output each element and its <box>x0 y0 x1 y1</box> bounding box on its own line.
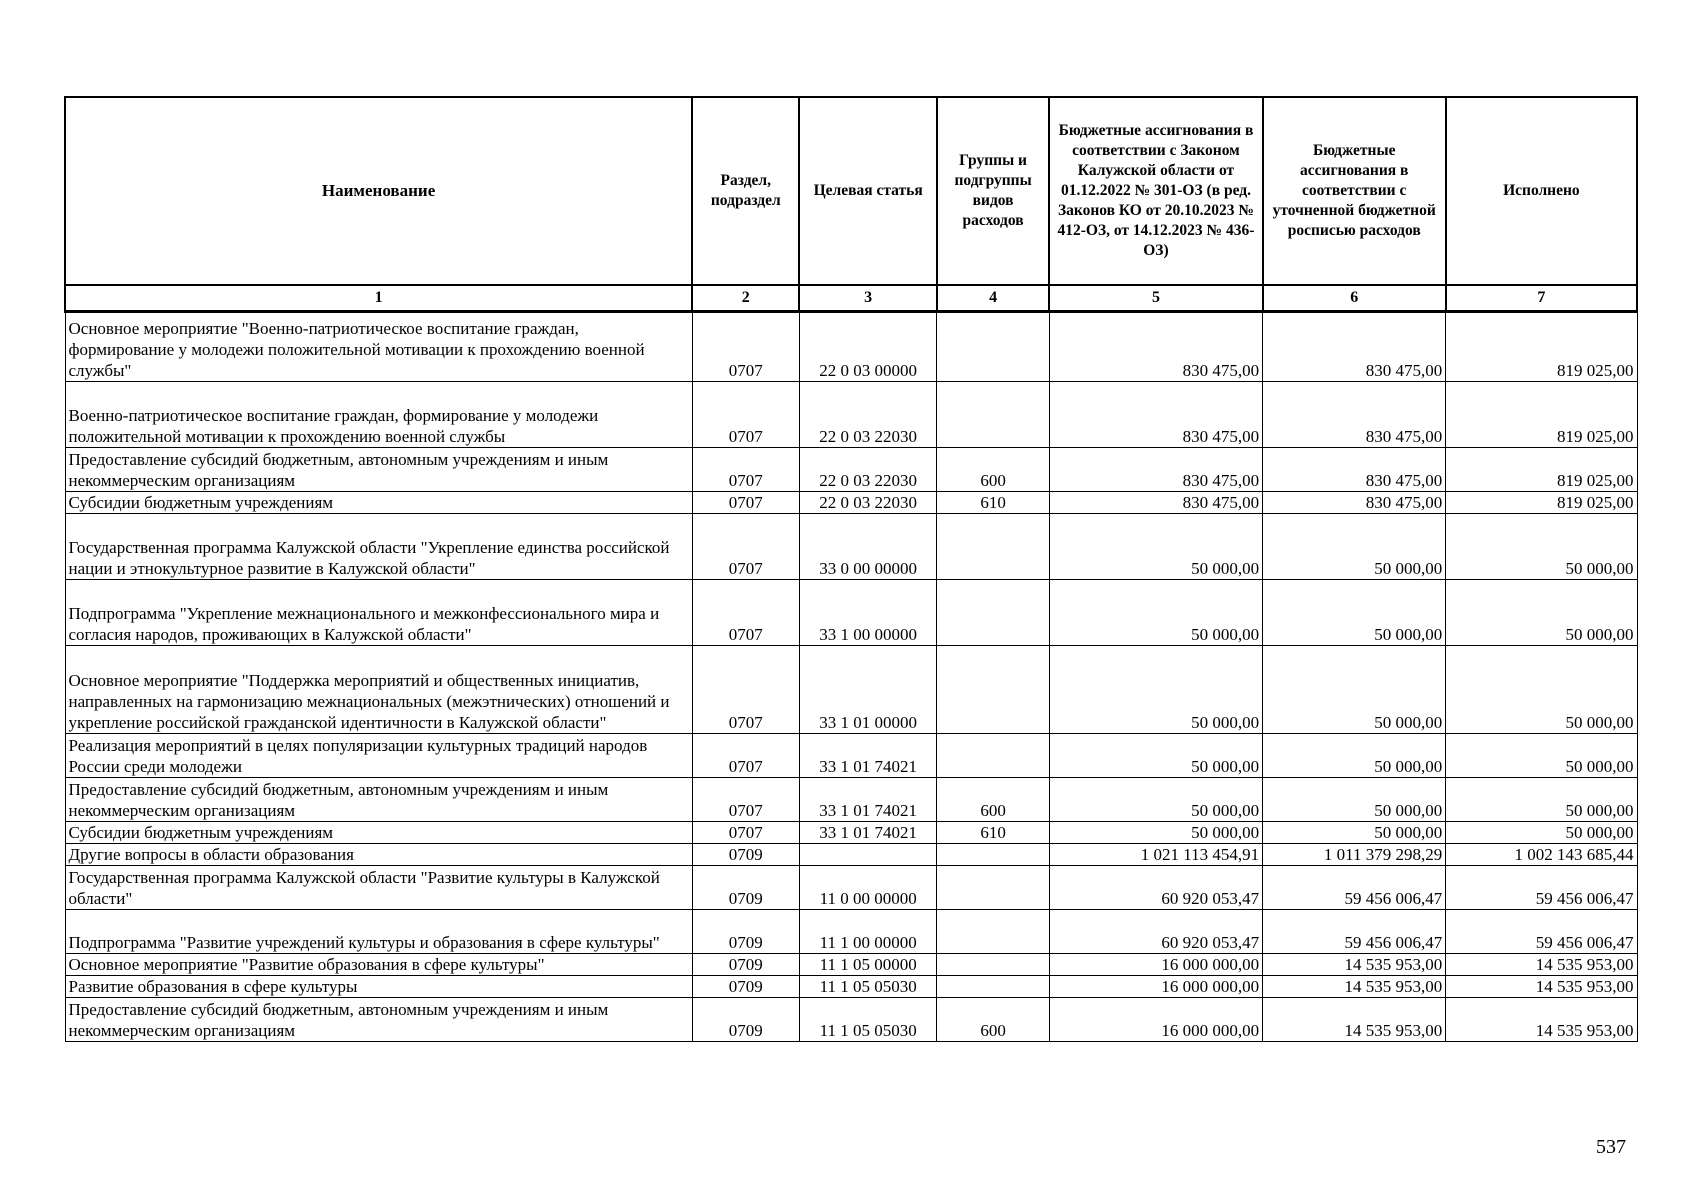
row-target-article: 11 1 05 05030 <box>799 998 937 1042</box>
row-target-article: 33 1 01 00000 <box>799 646 937 734</box>
row-name: Развитие образования в сфере культуры <box>65 976 692 998</box>
table-row <box>65 976 1637 998</box>
row-executed: 819 025,00 <box>1446 492 1637 514</box>
row-expense-type <box>937 954 1049 976</box>
row-refined-allocation: 14 535 953,00 <box>1263 976 1446 998</box>
header-plan: Бюджетные ассигнования в соответствии с Законом Калужской области от 01.12.2022 № 301-ОЗ (в ред. Законов КО от 20.10.2023 № 412-ОЗ, от 14.12.2023 № 436-ОЗ) <box>1049 97 1262 285</box>
row-name: Предоставление субсидий бюджетным, автономным учреждениям и иным некоммерческим организациям <box>65 778 692 822</box>
row-executed: 819 025,00 <box>1446 448 1637 492</box>
table-row <box>65 844 1637 866</box>
row-target-article: 22 0 03 22030 <box>799 382 937 448</box>
row-razdel: 0709 <box>692 998 799 1042</box>
row-expense-type <box>937 514 1049 580</box>
table-row <box>65 910 1637 954</box>
row-name: Реализация мероприятий в целях популяризации культурных традиций народов России среди молодежи <box>65 734 692 778</box>
budget-execution-table <box>64 96 1638 1042</box>
row-expense-type <box>937 312 1049 382</box>
table-row <box>65 382 1637 448</box>
column-number: 3 <box>799 285 937 312</box>
column-number: 2 <box>692 285 799 312</box>
row-razdel: 0707 <box>692 492 799 514</box>
row-law-allocation: 1 021 113 454,91 <box>1049 844 1262 866</box>
page-number: 537 <box>1596 1136 1626 1158</box>
row-expense-type: 600 <box>937 998 1049 1042</box>
row-expense-type: 610 <box>937 822 1049 844</box>
row-refined-allocation: 14 535 953,00 <box>1263 954 1446 976</box>
row-name: Военно-патриотическое воспитание граждан, формирование у молодежи положительной мотивации к прохождению военной службы <box>65 382 692 448</box>
row-name: Предоставление субсидий бюджетным, автономным учреждениям и иным некоммерческим организациям <box>65 448 692 492</box>
row-name: Государственная программа Калужской области "Развитие культуры в Калужской области" <box>65 866 692 910</box>
row-name: Другие вопросы в области образования <box>65 844 692 866</box>
row-target-article: 22 0 03 00000 <box>799 312 937 382</box>
row-razdel: 0707 <box>692 822 799 844</box>
row-refined-allocation: 50 000,00 <box>1263 580 1446 646</box>
row-target-article: 33 1 01 74021 <box>799 822 937 844</box>
row-refined-allocation: 830 475,00 <box>1263 312 1446 382</box>
row-refined-allocation: 14 535 953,00 <box>1263 998 1446 1042</box>
row-name: Субсидии бюджетным учреждениям <box>65 822 692 844</box>
row-executed: 50 000,00 <box>1446 778 1637 822</box>
row-name: Предоставление субсидий бюджетным, автономным учреждениям и иным некоммерческим организациям <box>65 998 692 1042</box>
row-razdel: 0707 <box>692 778 799 822</box>
row-expense-type: 600 <box>937 448 1049 492</box>
row-refined-allocation: 50 000,00 <box>1263 778 1446 822</box>
header-stat: Целевая статья <box>799 97 937 285</box>
row-razdel: 0709 <box>692 844 799 866</box>
row-law-allocation: 16 000 000,00 <box>1049 976 1262 998</box>
row-executed: 819 025,00 <box>1446 312 1637 382</box>
row-expense-type <box>937 866 1049 910</box>
row-refined-allocation: 830 475,00 <box>1263 382 1446 448</box>
table-row <box>65 822 1637 844</box>
table-row <box>65 734 1637 778</box>
row-target-article <box>799 844 937 866</box>
row-expense-type <box>937 976 1049 998</box>
table-row <box>65 954 1637 976</box>
row-refined-allocation: 50 000,00 <box>1263 514 1446 580</box>
table-row <box>65 492 1637 514</box>
table-row <box>65 580 1637 646</box>
row-executed: 59 456 006,47 <box>1446 910 1637 954</box>
row-razdel: 0707 <box>692 580 799 646</box>
row-law-allocation: 50 000,00 <box>1049 514 1262 580</box>
row-razdel: 0707 <box>692 312 799 382</box>
row-refined-allocation: 50 000,00 <box>1263 734 1446 778</box>
row-expense-type <box>937 844 1049 866</box>
row-target-article: 33 1 00 00000 <box>799 580 937 646</box>
row-law-allocation: 50 000,00 <box>1049 822 1262 844</box>
row-razdel: 0707 <box>692 734 799 778</box>
row-target-article: 11 1 05 00000 <box>799 954 937 976</box>
row-expense-type <box>937 382 1049 448</box>
row-target-article: 33 0 00 00000 <box>799 514 937 580</box>
row-law-allocation: 830 475,00 <box>1049 448 1262 492</box>
table-body <box>65 312 1637 1042</box>
row-name: Государственная программа Калужской области "Укрепление единства российской нации и этнокультурное развитие в Калужской области" <box>65 514 692 580</box>
row-refined-allocation: 59 456 006,47 <box>1263 910 1446 954</box>
row-law-allocation: 16 000 000,00 <box>1049 954 1262 976</box>
row-expense-type <box>937 910 1049 954</box>
row-target-article: 33 1 01 74021 <box>799 778 937 822</box>
row-law-allocation: 60 920 053,47 <box>1049 866 1262 910</box>
row-executed: 14 535 953,00 <box>1446 976 1637 998</box>
row-razdel: 0707 <box>692 646 799 734</box>
row-target-article: 11 0 00 00000 <box>799 866 937 910</box>
row-target-article: 22 0 03 22030 <box>799 492 937 514</box>
row-law-allocation: 16 000 000,00 <box>1049 998 1262 1042</box>
row-refined-allocation: 50 000,00 <box>1263 822 1446 844</box>
row-expense-type <box>937 734 1049 778</box>
row-executed: 1 002 143 685,44 <box>1446 844 1637 866</box>
row-name: Подпрограмма "Укрепление межнационального и межконфессионального мира и согласия народов, проживающих в Калужской области" <box>65 580 692 646</box>
row-razdel: 0709 <box>692 954 799 976</box>
column-number: 6 <box>1263 285 1446 312</box>
row-target-article: 11 1 00 00000 <box>799 910 937 954</box>
row-name: Подпрограмма "Развитие учреждений культуры и образования в сфере культуры" <box>65 910 692 954</box>
row-target-article: 33 1 01 74021 <box>799 734 937 778</box>
row-target-article: 11 1 05 05030 <box>799 976 937 998</box>
column-number-row <box>65 285 1637 312</box>
row-law-allocation: 50 000,00 <box>1049 580 1262 646</box>
header-refined: Бюджетные ассигнования в соответствии с уточненной бюджетной росписью расходов <box>1263 97 1446 285</box>
row-executed: 14 535 953,00 <box>1446 998 1637 1042</box>
table-row <box>65 778 1637 822</box>
header-row <box>65 97 1637 285</box>
row-executed: 50 000,00 <box>1446 646 1637 734</box>
row-law-allocation: 50 000,00 <box>1049 734 1262 778</box>
row-refined-allocation: 830 475,00 <box>1263 448 1446 492</box>
table-row <box>65 514 1637 580</box>
row-name: Основное мероприятие "Развитие образования в сфере культуры" <box>65 954 692 976</box>
row-razdel: 0709 <box>692 976 799 998</box>
column-number: 4 <box>937 285 1049 312</box>
row-razdel: 0709 <box>692 910 799 954</box>
row-executed: 50 000,00 <box>1446 514 1637 580</box>
row-expense-type: 610 <box>937 492 1049 514</box>
row-executed: 819 025,00 <box>1446 382 1637 448</box>
table-row <box>65 866 1637 910</box>
row-executed: 59 456 006,47 <box>1446 866 1637 910</box>
row-razdel: 0707 <box>692 448 799 492</box>
row-expense-type: 600 <box>937 778 1049 822</box>
table-row <box>65 646 1637 734</box>
row-law-allocation: 60 920 053,47 <box>1049 910 1262 954</box>
row-target-article: 22 0 03 22030 <box>799 448 937 492</box>
row-refined-allocation: 830 475,00 <box>1263 492 1446 514</box>
header-razdel: Раздел, подраздел <box>692 97 799 285</box>
header-vid: Группы и подгруппы видов расходов <box>937 97 1049 285</box>
row-razdel: 0709 <box>692 866 799 910</box>
header-name: Наименование <box>65 97 692 285</box>
row-law-allocation: 830 475,00 <box>1049 312 1262 382</box>
header-done: Исполнено <box>1446 97 1637 285</box>
row-refined-allocation: 50 000,00 <box>1263 646 1446 734</box>
row-expense-type <box>937 646 1049 734</box>
column-number: 1 <box>65 285 692 312</box>
row-law-allocation: 830 475,00 <box>1049 382 1262 448</box>
row-executed: 14 535 953,00 <box>1446 954 1637 976</box>
table-row <box>65 998 1637 1042</box>
row-refined-allocation: 59 456 006,47 <box>1263 866 1446 910</box>
column-number: 7 <box>1446 285 1637 312</box>
row-razdel: 0707 <box>692 514 799 580</box>
row-executed: 50 000,00 <box>1446 734 1637 778</box>
table-row <box>65 312 1637 382</box>
row-law-allocation: 830 475,00 <box>1049 492 1262 514</box>
row-razdel: 0707 <box>692 382 799 448</box>
row-name: Основное мероприятие "Поддержка мероприятий и общественных инициатив, направленных на гармонизацию межнациональных (межэтнических) отношений и укрепление российской гражданской идентичности в Калужской области" <box>65 646 692 734</box>
row-refined-allocation: 1 011 379 298,29 <box>1263 844 1446 866</box>
row-expense-type <box>937 580 1049 646</box>
column-number: 5 <box>1049 285 1262 312</box>
row-law-allocation: 50 000,00 <box>1049 778 1262 822</box>
row-name: Субсидии бюджетным учреждениям <box>65 492 692 514</box>
row-executed: 50 000,00 <box>1446 580 1637 646</box>
row-name: Основное мероприятие "Военно-патриотическое воспитание граждан, формирование у молодежи положительной мотивации к прохождению военной службы" <box>65 312 692 382</box>
row-executed: 50 000,00 <box>1446 822 1637 844</box>
table-row <box>65 448 1637 492</box>
row-law-allocation: 50 000,00 <box>1049 646 1262 734</box>
